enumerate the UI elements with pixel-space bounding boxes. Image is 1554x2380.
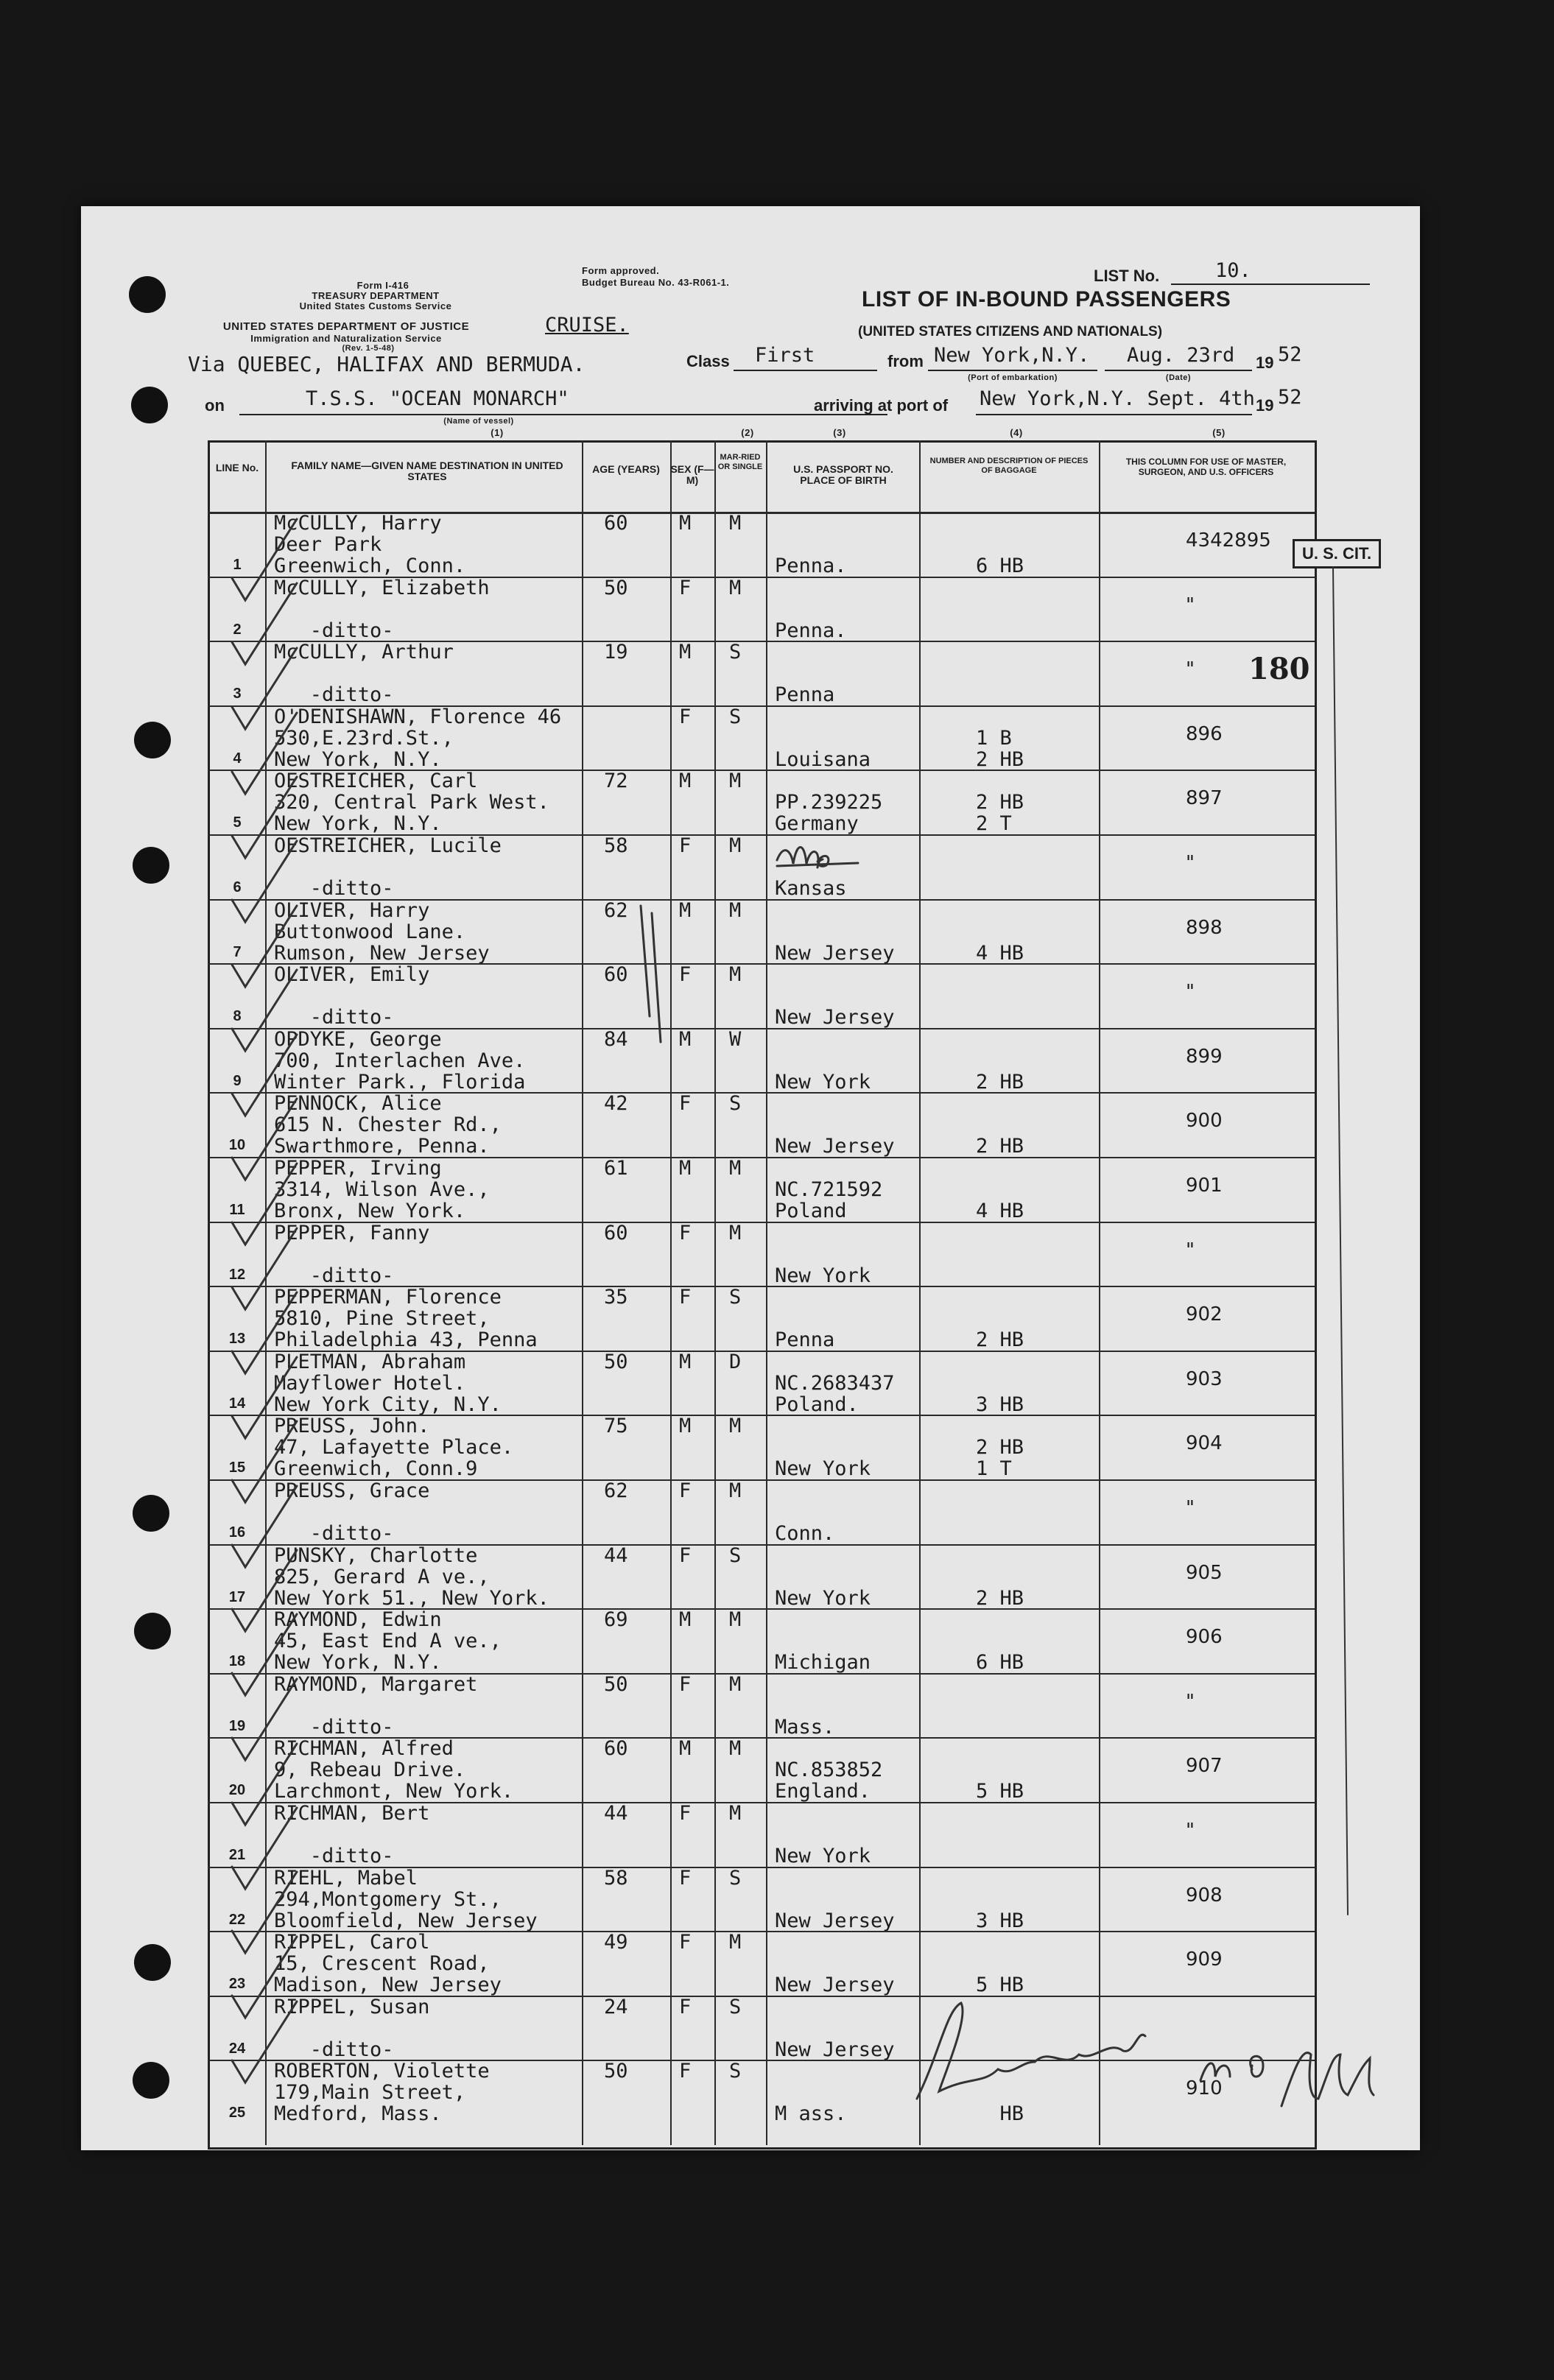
row-line-number: 24	[228, 2040, 246, 2057]
row-line-number: 5	[233, 814, 242, 831]
passport-birthplace: Michigan	[775, 1651, 871, 1675]
customs-service: United States Customs Service	[299, 300, 452, 311]
row-line-number: 25	[228, 2105, 246, 2122]
class-value: First	[755, 344, 815, 367]
row-line-number: 4	[233, 750, 242, 767]
treasury-dept: TREASURY DEPARTMENT	[312, 290, 440, 301]
officer-number: 903	[1186, 1367, 1223, 1390]
officer-number: 909	[1186, 1948, 1223, 1971]
officer-number: 900	[1186, 1110, 1223, 1133]
passenger-marital: M	[729, 834, 742, 857]
passenger-marital: S	[729, 705, 742, 728]
passenger-name-destination: OLIVER, Emily -ditto-	[274, 963, 430, 1029]
passport-birthplace: New York	[775, 1586, 871, 1610]
passenger-age: 58	[604, 1866, 628, 1890]
justice-dept: UNITED STATES DEPARTMENT OF JUSTICE	[222, 320, 470, 333]
passenger-name-destination: OPDYKE, George 700, Interlachen Ave. Winter Park., Florida	[274, 1027, 526, 1094]
passenger-name-destination: ROBERTON, Violette 179,Main Street, Medford, Mass.	[274, 2060, 490, 2126]
from-label: from	[887, 352, 924, 370]
on-label: on	[205, 396, 225, 415]
vessel-caption: (Name of vessel)	[443, 417, 514, 426]
passenger-marital: S	[729, 1543, 742, 1567]
row-line-number: 14	[228, 1395, 246, 1412]
list-no-label: LIST No.	[1094, 267, 1160, 285]
row-line-number: 2	[233, 621, 242, 638]
passenger-name-destination: PREUSS, John. 47, Lafayette Place. Greenwich, Conn.9	[274, 1415, 514, 1481]
form-sheet	[81, 206, 1420, 2150]
passenger-age: 69	[604, 1608, 628, 1632]
via-route: Via QUEBEC, HALIFAX AND BERMUDA.	[188, 352, 586, 376]
form-approved: Form approved.	[582, 265, 660, 276]
officer-number: 898	[1186, 916, 1223, 939]
passport-birthplace: New Jersey	[775, 1909, 895, 1932]
passenger-name-destination: PREUSS, Grace -ditto-	[274, 1479, 430, 1545]
list-subtitle: (UNITED STATES CITIZENS AND NATIONALS)	[858, 324, 1163, 339]
date-caption: (Date)	[1165, 373, 1192, 382]
embark-port: New York,N.Y.	[934, 344, 1090, 367]
form-number: Form I-416	[356, 280, 409, 291]
officer-number: "	[1186, 1239, 1195, 1261]
col-header-line: LINE No.	[215, 462, 259, 473]
passport-birthplace: Kansas	[775, 877, 847, 900]
page-number: 180	[1248, 652, 1310, 686]
officer-number: "	[1186, 981, 1195, 1004]
passenger-sex: M	[679, 512, 692, 535]
arrival-port-date: New York,N.Y. Sept. 4th	[980, 387, 1255, 410]
passport-birthplace: New Jersey	[775, 941, 895, 965]
baggage: 3 HB	[976, 1393, 1024, 1416]
passenger-sex: F	[679, 1286, 692, 1309]
passenger-marital: S	[729, 641, 742, 664]
col-header-name: FAMILY NAME—GIVEN NAME DESTINATION IN UNITED STATES	[291, 460, 563, 482]
passenger-name-destination: OLIVER, Harry Buttonwood Lane. Rumson, New Jersey	[274, 898, 490, 965]
passenger-age: 84	[604, 1027, 628, 1051]
passenger-age: 61	[604, 1157, 628, 1180]
baggage: 2 HB	[976, 1328, 1024, 1352]
passenger-age: 44	[604, 1802, 628, 1825]
passenger-marital: M	[729, 1221, 742, 1244]
officer-number: 896	[1186, 722, 1223, 745]
year-prefix: 19	[1256, 353, 1274, 372]
passenger-marital: W	[729, 1027, 742, 1051]
officer-number: 4342895	[1186, 529, 1271, 552]
passenger-sex: M	[679, 1157, 692, 1180]
officer-number: "	[1186, 1820, 1195, 1842]
passenger-name-destination: RIPPEL, Carol 15, Crescent Road, Madison, New Jersey	[274, 1931, 502, 1997]
cruise-label: CRUISE.	[545, 314, 629, 337]
officer-number: 907	[1186, 1755, 1223, 1778]
row-line-number: 12	[228, 1266, 246, 1283]
passenger-sex: M	[679, 1608, 692, 1632]
passenger-name-destination: PLETMAN, Abraham Mayflower Hotel. New York City, N.Y.	[274, 1350, 502, 1416]
officer-number: 897	[1186, 787, 1223, 810]
passenger-sex: F	[679, 1995, 692, 2018]
passport-birthplace: Conn.	[775, 1522, 835, 1545]
passenger-marital: M	[729, 1415, 742, 1438]
passenger-age: 60	[604, 1737, 628, 1761]
row-line-number: 21	[228, 1847, 246, 1863]
passenger-sex: F	[679, 963, 692, 987]
passenger-sex: M	[679, 1350, 692, 1373]
passenger-sex: F	[679, 1092, 692, 1116]
officer-number: "	[1186, 1690, 1195, 1713]
passenger-marital: M	[729, 1802, 742, 1825]
passport-birthplace: New Jersey	[775, 1135, 895, 1158]
col-header-age: AGE (YEARS)	[592, 463, 660, 475]
passenger-age: 60	[604, 512, 628, 535]
passenger-age: 60	[604, 1221, 628, 1244]
row-line-number: 6	[233, 879, 242, 895]
baggage: 2 HB	[976, 1135, 1024, 1158]
passenger-age: 62	[604, 898, 628, 922]
baggage: 2 HB	[976, 1586, 1024, 1610]
passenger-marital: S	[729, 2060, 742, 2083]
passenger-marital: S	[729, 1092, 742, 1116]
passenger-marital: M	[729, 1737, 742, 1761]
officer-number: 906	[1186, 1626, 1223, 1649]
passenger-name-destination: McCULLY, Harry Deer Park Greenwich, Conn.	[274, 512, 466, 577]
col-header-passport: U.S. PASSPORT NO. PLACE OF BIRTH	[793, 463, 893, 486]
passenger-name-destination: McCULLY, Arthur -ditto-	[274, 641, 454, 707]
embark-date: Aug. 23rd	[1127, 344, 1235, 367]
baggage: 2 HB 1 T	[976, 1436, 1024, 1481]
officer-number: 904	[1186, 1432, 1223, 1455]
baggage: HB	[999, 2102, 1024, 2126]
row-line-number: 23	[228, 1976, 246, 1993]
passenger-age: 60	[604, 963, 628, 987]
handwritten-marks	[81, 206, 1420, 2150]
list-no-value: 10.	[1215, 259, 1251, 282]
passenger-sex: F	[679, 834, 692, 857]
passenger-name-destination: PEPPER, Irving 3314, Wilson Ave., Bronx, New York.	[274, 1157, 490, 1222]
passenger-age: 50	[604, 576, 628, 599]
passenger-marital: S	[729, 1866, 742, 1890]
officer-number: "	[1186, 658, 1195, 681]
passenger-name-destination: OESTREICHER, Carl 320, Central Park West. New York, N.Y.	[274, 770, 549, 836]
col-num-3: (3)	[833, 427, 846, 438]
passenger-sex: F	[679, 576, 692, 599]
baggage: 6 HB	[976, 1651, 1024, 1675]
passenger-marital: M	[729, 512, 742, 535]
passenger-name-destination: PEPPERMAN, Florence 5810, Pine Street, Philadelphia 43, Penna	[274, 1286, 538, 1352]
passenger-sex: M	[679, 898, 692, 922]
passenger-name-destination: PENNOCK, Alice 615 N. Chester Rd., Swarthmore, Penna.	[274, 1092, 502, 1158]
passport-birthplace: New Jersey	[775, 1006, 895, 1029]
passport-birthplace: New York	[775, 1070, 871, 1094]
revision: (Rev. 1-5-48)	[342, 344, 395, 353]
vessel-name: T.S.S. "OCEAN MONARCH"	[306, 387, 569, 410]
passenger-age: 50	[604, 1672, 628, 1696]
baggage: 5 HB	[976, 1780, 1024, 1803]
passenger-marital: S	[729, 1286, 742, 1309]
passenger-name-destination: RAYMOND, Edwin 45, East End A ve., New York, N.Y.	[274, 1608, 502, 1675]
row-line-number: 8	[233, 1008, 242, 1025]
row-line-number: 19	[228, 1717, 246, 1734]
row-line-number: 11	[229, 1202, 245, 1218]
passenger-marital: M	[729, 770, 742, 793]
passenger-sex: F	[679, 1221, 692, 1244]
passenger-sex: M	[679, 641, 692, 664]
list-title: LIST OF IN-BOUND PASSENGERS	[862, 287, 1231, 311]
row-line-number: 1	[233, 557, 242, 573]
baggage: 2 HB 2 T	[976, 791, 1024, 836]
passport-birthplace: New Jersey	[775, 2038, 895, 2061]
passenger-marital: M	[729, 1931, 742, 1954]
passenger-marital: M	[729, 576, 742, 599]
ins-service: Immigration and Naturalization Service	[250, 333, 442, 344]
passenger-sex: F	[679, 705, 692, 728]
row-line-number: 7	[233, 943, 242, 960]
col-header-sex: SEX (F—M)	[670, 463, 714, 486]
passenger-name-destination: O'DENISHAWN, Florence 46 530,E.23rd.St., New York, N.Y.	[274, 705, 562, 771]
baggage: 1 B 2 HB	[976, 726, 1024, 771]
passenger-name-destination: OESTREICHER, Lucile -ditto-	[274, 834, 502, 900]
baggage: 4 HB	[976, 1200, 1024, 1222]
passenger-sex: F	[679, 1866, 692, 1890]
baggage: 4 HB	[976, 941, 1024, 965]
officer-number: 905	[1186, 1561, 1223, 1584]
passenger-sex: F	[679, 1672, 692, 1696]
passenger-name-destination: RICHMAN, Bert -ditto-	[274, 1802, 430, 1867]
passenger-marital: M	[729, 898, 742, 922]
passenger-sex: F	[679, 1802, 692, 1825]
col-num-4: (4)	[1010, 427, 1023, 438]
passenger-age: 44	[604, 1543, 628, 1567]
passenger-name-destination: RIEHL, Mabel 294,Montgomery St., Bloomfield, New Jersey	[274, 1866, 538, 1932]
us-citizen-stamp: U. S. CIT.	[1293, 539, 1381, 568]
passenger-name-destination: RIPPEL, Susan -ditto-	[274, 1995, 430, 2061]
passport-birthplace: NC.2683437 Poland.	[775, 1371, 895, 1416]
passport-birthplace: New York	[775, 1845, 871, 1867]
officer-number: 901	[1186, 1175, 1223, 1197]
passenger-marital: M	[729, 1672, 742, 1696]
passport-birthplace: PP.239225 Germany	[775, 791, 883, 836]
passenger-age: 75	[604, 1415, 628, 1438]
col-header-officers: THIS COLUMN FOR USE OF MASTER, SURGEON, AND U.S. OFFICERS	[1125, 457, 1287, 477]
passenger-age: 72	[604, 770, 628, 793]
row-line-number: 18	[228, 1653, 246, 1670]
col-num-1: (1)	[491, 427, 504, 438]
passenger-name-destination: RICHMAN, Alfred 9, Rebeau Drive. Larchmont, New York.	[274, 1737, 514, 1803]
officer-number: "	[1186, 594, 1195, 616]
baggage: 6 HB	[976, 554, 1024, 577]
row-line-number: 22	[228, 1911, 246, 1928]
passport-birthplace: Penna	[775, 1328, 835, 1352]
passenger-marital: M	[729, 1157, 742, 1180]
embark-caption: (Port of embarkation)	[968, 373, 1058, 382]
passenger-marital: M	[729, 963, 742, 987]
passenger-age: 42	[604, 1092, 628, 1116]
row-line-number: 20	[228, 1782, 246, 1799]
passenger-sex: F	[679, 1479, 692, 1502]
passenger-age: 50	[604, 2060, 628, 2083]
passport-birthplace: New York	[775, 1457, 871, 1481]
row-line-number: 16	[228, 1524, 246, 1541]
arriving-label: arriving at port of	[814, 396, 949, 415]
passenger-sex: F	[679, 1931, 692, 1954]
col-num-5: (5)	[1212, 427, 1226, 438]
passenger-marital: S	[729, 1995, 742, 2018]
row-line-number: 10	[228, 1137, 246, 1154]
officer-number: "	[1186, 1497, 1195, 1519]
passport-birthplace: Penna	[775, 683, 835, 707]
col-header-baggage: NUMBER AND DESCRIPTION OF PIECES OF BAGGAGE	[929, 457, 1089, 475]
col-num-2: (2)	[741, 427, 754, 438]
year-prefix-2: 19	[1256, 396, 1274, 415]
passport-birthplace: Louisana	[775, 747, 871, 771]
passenger-sex: M	[679, 1737, 692, 1761]
passport-birthplace: M ass.	[775, 2102, 847, 2126]
passenger-sex: M	[679, 1415, 692, 1438]
passenger-age: 58	[604, 834, 628, 857]
baggage: 3 HB	[976, 1909, 1024, 1932]
passport-birthplace: New York	[775, 1264, 871, 1287]
row-line-number: 3	[233, 686, 242, 703]
passenger-age: 50	[604, 1350, 628, 1373]
row-line-number: 17	[228, 1588, 246, 1605]
passenger-age: 62	[604, 1479, 628, 1502]
officer-number: 908	[1186, 1884, 1223, 1907]
officer-number: 902	[1186, 1303, 1223, 1326]
passenger-marital: M	[729, 1479, 742, 1502]
passenger-sex: M	[679, 770, 692, 793]
passenger-marital: M	[729, 1608, 742, 1632]
passenger-name-destination: McCULLY, Elizabeth -ditto-	[274, 576, 490, 642]
passenger-age: 19	[604, 641, 628, 664]
baggage: 2 HB	[976, 1070, 1024, 1094]
passport-birthplace: Penna.	[775, 554, 847, 577]
passenger-name-destination: RAYMOND, Margaret -ditto-	[274, 1672, 478, 1739]
col-header-married: MAR-RIED OR SINGLE	[717, 453, 763, 471]
baggage: 5 HB	[976, 1974, 1024, 1997]
class-label: Class	[686, 352, 730, 370]
passport-birthplace: Mass.	[775, 1715, 835, 1739]
row-line-number: 13	[228, 1331, 246, 1348]
passenger-age: 49	[604, 1931, 628, 1954]
row-line-number: 9	[233, 1072, 242, 1089]
passenger-sex: F	[679, 2060, 692, 2083]
passport-birthplace: NC.721592 Poland	[775, 1178, 883, 1222]
passport-birthplace: New Jersey	[775, 1974, 895, 1997]
year-1: 52	[1278, 343, 1302, 366]
passenger-age: 24	[604, 1995, 628, 2018]
passenger-name-destination: PUNSKY, Charlotte 825, Gerard A ve., New York 51., New York.	[274, 1543, 549, 1610]
officer-number: "	[1186, 852, 1195, 874]
officer-number: 899	[1186, 1045, 1223, 1068]
passenger-age: 35	[604, 1286, 628, 1309]
passenger-name-destination: PEPPER, Fanny -ditto-	[274, 1221, 430, 1287]
officer-number: 910	[1186, 2077, 1223, 2100]
year-2: 52	[1278, 386, 1302, 409]
passport-birthplace: NC.853852 England.	[775, 1758, 883, 1803]
passenger-marital: D	[729, 1350, 742, 1373]
row-line-number: 15	[228, 1460, 246, 1476]
passenger-sex: M	[679, 1027, 692, 1051]
passport-birthplace: Penna.	[775, 619, 847, 642]
passenger-sex: F	[679, 1543, 692, 1567]
budget-bureau: Budget Bureau No. 43-R061-1.	[582, 277, 730, 288]
